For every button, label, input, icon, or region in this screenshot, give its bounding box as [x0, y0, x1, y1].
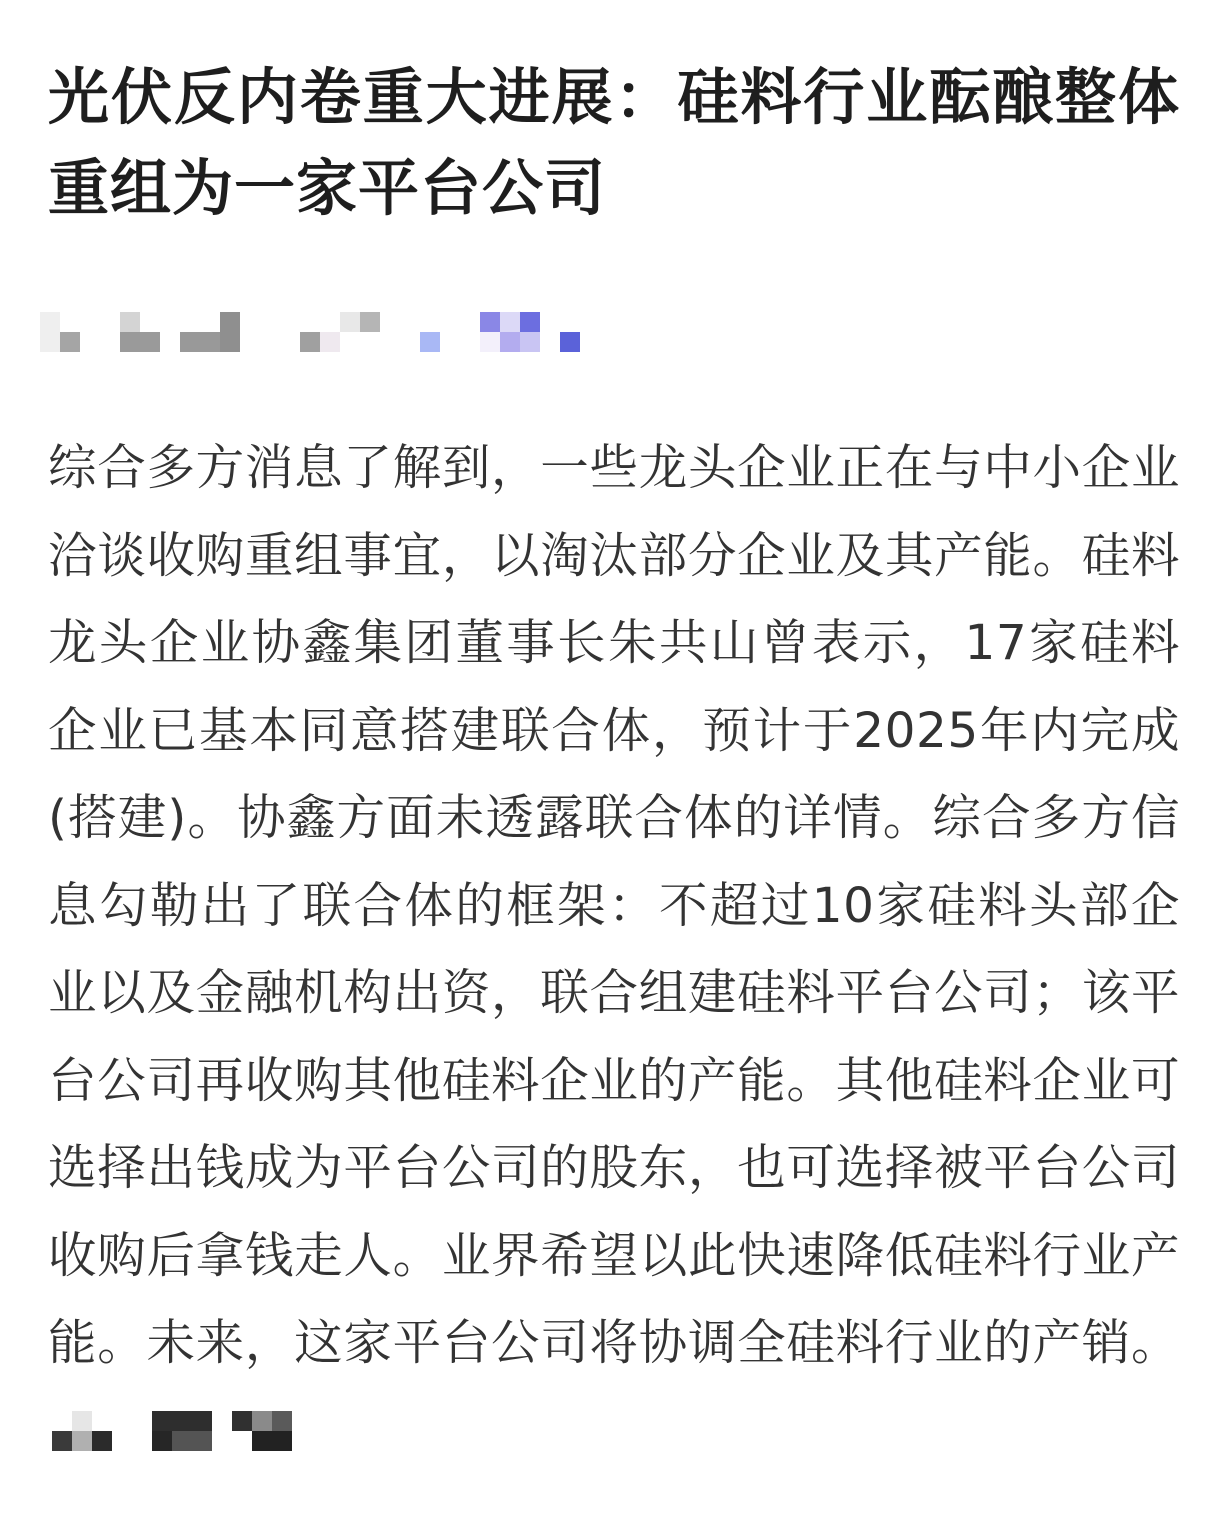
article-title: 光伏反内卷重大进展：硅料行业酝酿整体重组为一家平台公司 — [48, 62, 1180, 224]
article — [48, 52, 1180, 1371]
article-body — [48, 425, 1180, 1475]
article-meta-blurred — [48, 310, 648, 350]
blurred-source-tag — [52, 1411, 292, 1451]
article-body-text: 综合多方消息了解到，一些龙头企业正在与中小企业洽谈收购重组事宜，以淘汰部分企业及其产能。硅料龙头企业协鑫集团董事长朱共山曾表示，17家硅料企业已基本同意搭建联合体，预计于2025年内完成(搭建)。协鑫方面未透露联合体的详情。综合多方信息勾勒出了联合体的框架：不超过10家硅料头部企业以及金融机构出资，联合组建硅料平台公司；该平台公司再收购其他硅料企业的产能。其他硅料企业可选择出钱成为平台公司的股东，也可选择被平台公司收购后拿钱走人。业界希望以此快速降低硅料行业产能。未来，这家平台公司将协调全硅料行业的产销。 — [48, 440, 1180, 1371]
